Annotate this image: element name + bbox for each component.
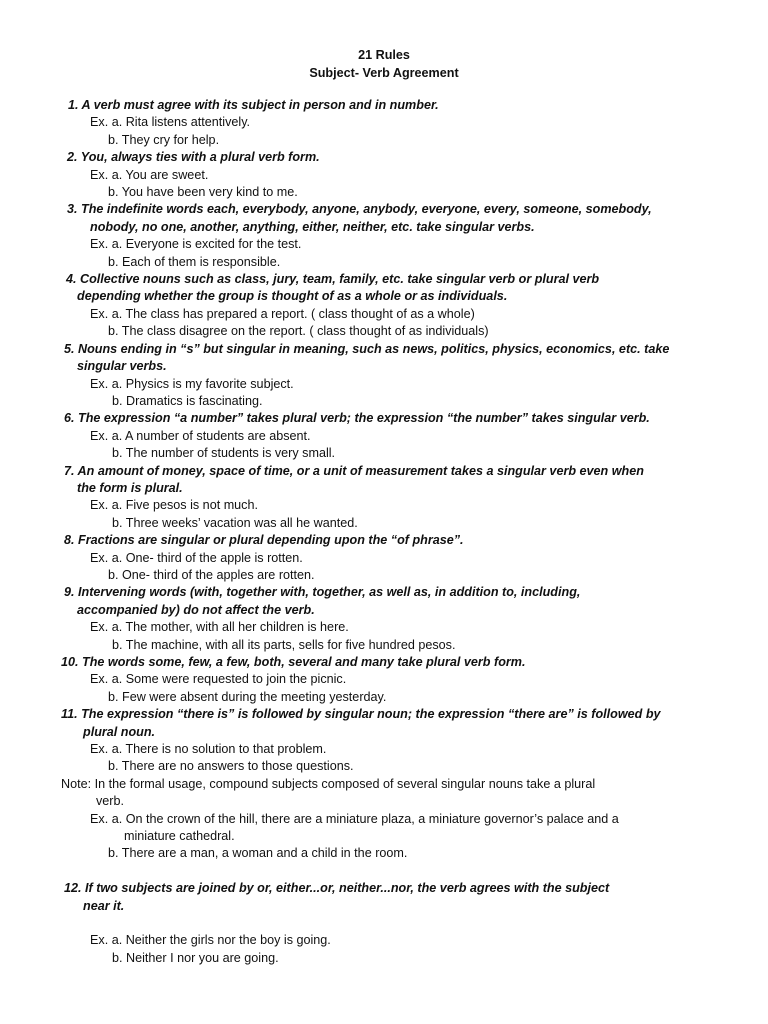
example-line: b. The machine, with all its parts, sells for five hundred pesos. [112, 637, 456, 652]
example-line: b. There are no answers to those questions. [108, 759, 354, 774]
example-line: Ex. a. You are sweet. [90, 167, 209, 182]
example-line: Ex. a. One- third of the apple is rotten. [90, 550, 303, 565]
rule-line: 3. The indefinite words each, everybody, anyone, anybody, everyone, every, someone, somebody, [67, 202, 652, 217]
example-line: b. Dramatics is fascinating. [112, 393, 263, 408]
example-line: b. Few were absent during the meeting yesterday. [108, 689, 387, 704]
example-line: b. Each of them is responsible. [108, 254, 281, 269]
rule-line: plural noun. [83, 724, 156, 739]
document-subtitle: Subject- Verb Agreement [309, 66, 459, 80]
example-line: Ex. a. The mother, with all her children is here. [90, 620, 349, 635]
example-line: b. You have been very kind to me. [108, 185, 298, 200]
rules-list [0, 97, 768, 967]
rule-line: 6. The expression “a number” takes plural verb; the expression “the number” takes singular verb. [64, 411, 650, 426]
example-line: Ex. a. A number of students are absent. [90, 428, 311, 443]
rule-line: 12. If two subjects are joined by or, either...or, neither...nor, the verb agrees with the subject [64, 881, 610, 896]
example-line: b. The class disagree on the report. ( class thought of as individuals) [108, 324, 489, 339]
example-line: Ex. a. Everyone is excited for the test. [90, 237, 302, 252]
rule-line: 5. Nouns ending in “s” but singular in meaning, such as news, politics, physics, economics, etc. take [64, 341, 670, 356]
example-line: b. They cry for help. [108, 132, 220, 147]
example-line: Ex. a. Physics is my favorite subject. [90, 376, 294, 391]
rule-line: accompanied by) do not affect the verb. [77, 602, 315, 617]
example-line: Ex. a. There is no solution to that problem. [90, 742, 327, 757]
example-line: Ex. a. Five pesos is not much. [90, 498, 258, 513]
rule-line: depending whether the group is thought of as a whole or as individuals. [77, 289, 508, 304]
rule-line: the form is plural. [77, 480, 183, 495]
example-line: Ex. a. Some were requested to join the picnic. [90, 672, 347, 687]
blank-line [0, 915, 768, 932]
note-line: Note: In the formal usage, compound subjects composed of several singular nouns take a plural [61, 776, 596, 791]
example-line: miniature cathedral. [124, 829, 235, 844]
example-line: Ex. a. The class has prepared a report. ( class thought of as a whole) [90, 306, 475, 321]
example-line: b. Three weeks’ vacation was all he wanted. [112, 515, 358, 530]
example-line: b. One- third of the apples are rotten. [108, 567, 315, 582]
example-line: b. There are a man, a woman and a child in the room. [108, 846, 408, 861]
example-line: Ex. a. Rita listens attentively. [90, 115, 251, 130]
rule-line: 2. You, always ties with a plural verb form. [67, 150, 320, 165]
example-line: Ex. a. On the crown of the hill, there are a miniature plaza, a miniature governor’s palace and a [90, 811, 619, 826]
rule-line: 1. A verb must agree with its subject in person and in number. [68, 98, 439, 112]
example-line: b. Neither I nor you are going. [112, 950, 279, 965]
example-line: b. The number of students is very small. [112, 446, 336, 461]
rule-line: 10. The words some, few, a few, both, several and many take plural verb form. [61, 655, 526, 669]
document-title: 21 Rules [358, 48, 410, 62]
rule-line: 11. The expression “there is” is followed by singular noun; the expression “there are” is followed by [61, 707, 661, 722]
rule-line: 8. Fractions are singular or plural depending upon the “of phrase”. [64, 533, 464, 548]
rule-line: 9. Intervening words (with, together with, together, as well as, in addition to, including, [64, 585, 581, 600]
example-line: Ex. a. Neither the girls nor the boy is going. [90, 933, 331, 948]
rule-line: singular verbs. [77, 359, 167, 374]
rule-line: near it. [83, 898, 125, 913]
rule-line: 4. Collective nouns such as class, jury, team, family, etc. take singular verb or plural verb [66, 272, 600, 287]
rule-line: 7. An amount of money, space of time, or a unit of measurement takes a singular verb even when [64, 463, 644, 478]
note-line: verb. [96, 794, 124, 809]
rule-line: nobody, no one, another, anything, either, neither, etc. take singular verbs. [90, 219, 535, 234]
blank-line [0, 863, 768, 880]
